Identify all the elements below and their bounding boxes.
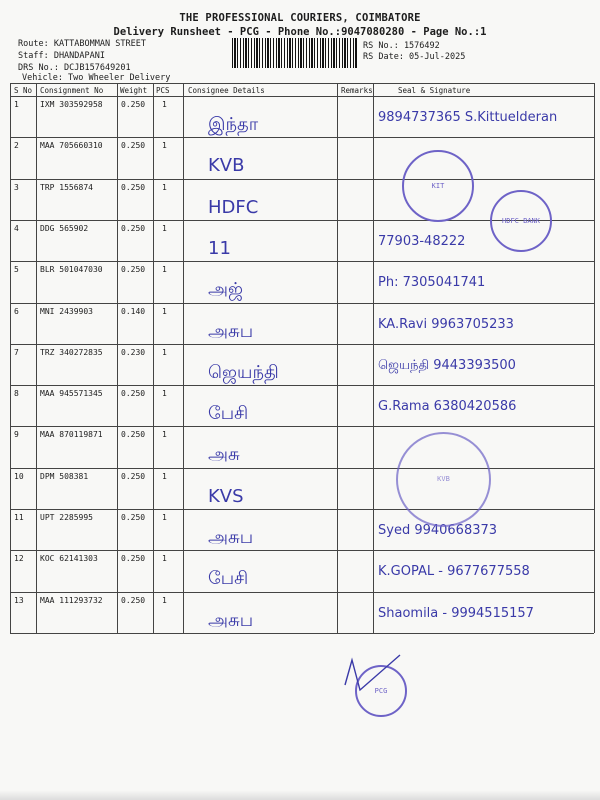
row-consignment-no: IXM 303592958 xyxy=(40,100,103,109)
drs-label: DRS No.: DCJB157649201 xyxy=(18,63,131,73)
row-weight: 0.250 xyxy=(121,513,146,522)
row-divider xyxy=(10,385,594,386)
row-signature-handwriting: ஜெயந்தி 9443393500 xyxy=(378,357,516,373)
row-pcs: 1 xyxy=(162,347,167,357)
bottom-scribble xyxy=(340,645,420,695)
row-weight: 0.250 xyxy=(121,223,146,233)
row-weight: 0.250 xyxy=(121,471,146,481)
col-header-consignee: Consignee Details xyxy=(188,86,265,95)
column-divider xyxy=(337,83,338,633)
row-divider xyxy=(10,468,594,469)
hdfc-stamp xyxy=(490,190,552,252)
rs-no-label: RS No.: 1576492 xyxy=(363,41,440,51)
row-weight: 0.250 xyxy=(121,100,146,109)
row-weight: 0.250 xyxy=(121,182,146,192)
row-consignee-handwriting: பேசி xyxy=(208,568,249,590)
row-consignment-no: MAA 111293732 xyxy=(40,595,103,605)
row-sno: 3 xyxy=(14,182,19,192)
column-divider xyxy=(153,83,154,633)
kvb-stamp xyxy=(396,432,491,527)
row-weight: 0.250 xyxy=(121,265,146,275)
row-pcs: 1 xyxy=(162,430,167,440)
row-divider xyxy=(10,303,594,304)
row-consignment-no: UPT 2285995 xyxy=(40,513,93,522)
row-consignment-no: MAA 870119871 xyxy=(40,430,103,440)
row-consignment-no: MAA 945571345 xyxy=(40,389,103,399)
vehicle-label: Vehicle: Two Wheeler Delivery xyxy=(22,73,171,83)
row-consignee-handwriting: அஜ் xyxy=(208,279,244,301)
row-pcs: 1 xyxy=(162,265,167,275)
row-consignee-handwriting: இந்தா xyxy=(208,114,259,135)
row-signature-handwriting: Syed 9940668373 xyxy=(378,523,498,538)
row-divider xyxy=(10,633,594,634)
column-divider xyxy=(373,83,374,633)
row-sno: 12 xyxy=(14,554,24,564)
col-header-seal-signature: Seal & Signature xyxy=(398,86,471,95)
row-signature-handwriting: Ph: 7305041741 xyxy=(378,275,486,291)
row-sno: 11 xyxy=(14,513,24,522)
table-header-border xyxy=(10,96,594,97)
route-label: Route: KATTABOMMAN STREET xyxy=(18,39,146,49)
row-sno: 1 xyxy=(14,100,19,109)
row-sno: 9 xyxy=(14,430,19,440)
row-sno: 8 xyxy=(14,389,19,399)
row-signature-handwriting: K.GOPAL - 9677677558 xyxy=(378,564,530,580)
runsheet-subtitle: Delivery Runsheet - PCG - Phone No.:9047080280 - Page No.:1 xyxy=(113,26,487,38)
row-weight: 0.140 xyxy=(121,306,146,316)
row-signature-handwriting: 77903-48222 xyxy=(378,233,466,249)
row-sno: 7 xyxy=(14,347,19,357)
col-header-remarks: Remarks xyxy=(341,86,373,95)
row-consignee-handwriting: அசு xyxy=(208,444,240,466)
row-sno: 2 xyxy=(14,141,19,151)
row-divider xyxy=(10,344,594,345)
barcode-image xyxy=(232,38,357,68)
row-pcs: 1 xyxy=(162,141,167,151)
row-pcs: 1 xyxy=(162,471,167,481)
row-consignee-handwriting: KVB xyxy=(208,155,245,177)
page-edge xyxy=(0,790,600,800)
kvb-stamp-text: KVB xyxy=(437,475,450,483)
row-sno: 5 xyxy=(14,265,19,275)
row-consignee-handwriting: பேசி xyxy=(208,403,249,425)
row-divider xyxy=(10,550,594,551)
row-consignment-no: BLR 501047030 xyxy=(40,265,103,275)
column-divider xyxy=(36,83,37,633)
courier-stamp xyxy=(402,150,474,222)
table-right-border xyxy=(594,83,595,633)
row-consignment-no: TRZ 340272835 xyxy=(40,347,103,357)
row-consignment-no: MAA 705660310 xyxy=(40,141,103,151)
row-signature-handwriting: KA.Ravi 9963705233 xyxy=(378,316,514,332)
row-pcs: 1 xyxy=(162,182,167,192)
row-pcs: 1 xyxy=(162,100,167,109)
column-divider xyxy=(10,83,11,633)
row-pcs: 1 xyxy=(162,595,167,605)
row-weight: 0.250 xyxy=(121,389,146,399)
col-header-weight: Weight xyxy=(120,86,148,95)
row-consignment-no: KOC 62141303 xyxy=(40,554,98,564)
row-divider xyxy=(10,426,594,427)
row-signature-handwriting: 9894737365 S.Kittuelderan xyxy=(378,110,558,125)
col-header-pcs: PCS xyxy=(156,86,170,95)
row-sno: 13 xyxy=(14,595,24,605)
col-header-sno: S No xyxy=(14,86,33,95)
row-consignee-handwriting: அசுப xyxy=(208,320,254,342)
row-pcs: 1 xyxy=(162,223,167,233)
row-divider xyxy=(10,261,594,262)
company-title: THE PROFESSIONAL COURIERS, COIMBATORE xyxy=(179,12,421,24)
row-pcs: 1 xyxy=(162,513,167,522)
row-consignment-no: TRP 1556874 xyxy=(40,182,93,192)
row-signature-handwriting: Shaomila - 9994515157 xyxy=(378,605,534,621)
row-sno: 6 xyxy=(14,306,19,316)
row-consignee-handwriting: அசுப xyxy=(208,527,254,548)
row-weight: 0.250 xyxy=(121,595,146,605)
row-consignee-handwriting: அசுப xyxy=(208,609,254,631)
row-signature-handwriting: G.Rama 6380420586 xyxy=(378,399,517,415)
row-consignee-handwriting: ஜெயந்தி xyxy=(208,361,279,383)
staff-label: Staff: DHANDAPANI xyxy=(18,51,105,61)
row-consignee-handwriting: HDFC xyxy=(208,196,259,218)
row-divider xyxy=(10,179,594,180)
row-divider xyxy=(10,137,594,138)
row-weight: 0.250 xyxy=(121,554,146,564)
row-consignment-no: DPM 508381 xyxy=(40,471,89,481)
row-sno: 10 xyxy=(14,471,24,481)
row-sno: 4 xyxy=(14,223,19,233)
row-divider xyxy=(10,592,594,593)
pcg-stamp-text: PCG xyxy=(374,687,388,695)
hdfc-stamp-text: HDFC BANK xyxy=(502,217,540,225)
row-consignee-handwriting: KVS xyxy=(208,485,244,507)
column-divider xyxy=(117,83,118,633)
row-consignment-no: MNI 2439903 xyxy=(40,306,93,316)
rs-date-label: RS Date: 05-Jul-2025 xyxy=(363,52,466,62)
row-pcs: 1 xyxy=(162,389,167,399)
courier-stamp-text: KIT xyxy=(431,182,445,190)
table-top-border xyxy=(10,83,594,84)
row-consignee-handwriting: 11 xyxy=(208,237,231,259)
col-header-consignment: Consignment No xyxy=(40,86,104,95)
row-weight: 0.250 xyxy=(121,430,146,440)
row-pcs: 1 xyxy=(162,306,167,316)
row-weight: 0.250 xyxy=(121,141,146,151)
row-consignment-no: DDG 565902 xyxy=(40,223,89,233)
row-pcs: 1 xyxy=(162,554,167,564)
row-divider xyxy=(10,509,594,510)
column-divider xyxy=(183,83,184,633)
row-weight: 0.230 xyxy=(121,347,146,357)
